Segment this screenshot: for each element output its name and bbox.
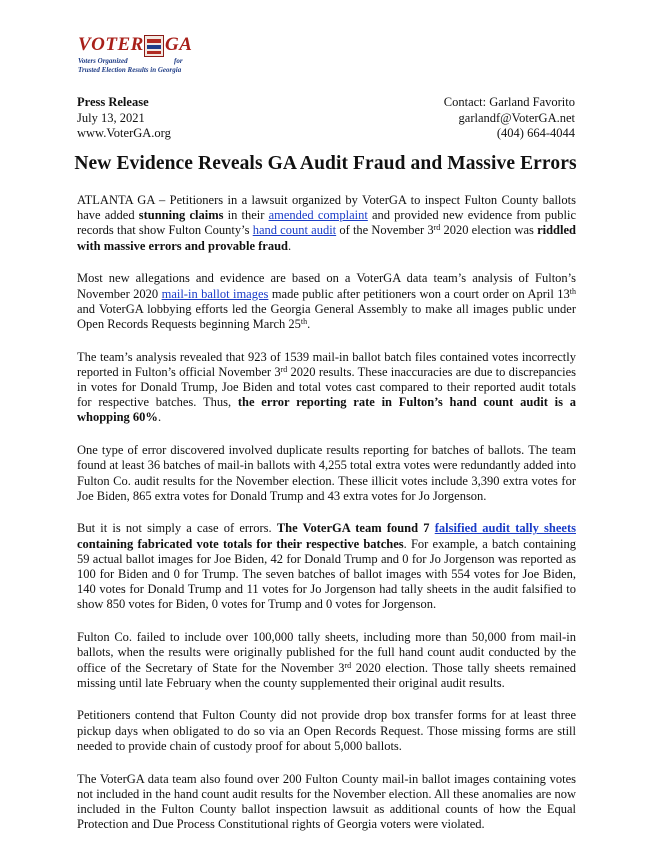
paragraph-7: Petitioners contend that Fulton County did not provide drop box transfer forms for at least three pickup days when obligated to do so via an Open Records Request. Those missing forms are still needed to provide chain of custody proof for about 5,000 ballots. <box>77 708 576 753</box>
paragraph-8: The VoterGA data team also found over 200 Fulton County mail-in ballot images containing votes not included in the hand count audit results for the November election. All these anomalies are now included in the Fulton County ballot inspection lawsuit as additional counts of how the Equal Protection and Due Process Constitutional rights of Georgia voters were violated. <box>77 771 576 832</box>
contact-name: Contact: Garland Favorito <box>443 95 575 109</box>
votergaga-logo <box>78 34 198 76</box>
logo-word-voter: VOTER <box>78 34 144 55</box>
press-release-label: Press Release <box>77 95 149 109</box>
release-date: July 13, 2021 <box>77 110 145 125</box>
website-text: www.VoterGA.org <box>77 126 171 140</box>
contact-email: garlandf@VoterGA.net <box>458 110 575 125</box>
hand-count-audit-link[interactable]: hand count audit <box>252 223 337 238</box>
mail-in-ballot-images-link[interactable]: mail-in ballot images <box>161 286 269 301</box>
logo-word-ga: GA <box>165 34 193 55</box>
headline: New Evidence Reveals GA Audit Fraud and Massive Errors <box>74 153 577 174</box>
georgia-flag-icon <box>144 35 164 57</box>
logo-tagline-1: Voters Organized for <box>78 57 183 65</box>
paragraph-6: Fulton Co. failed to include over 100,000 tally sheets, including more than 50,000 from mail-in ballots, when the results were originally published for the full hand count audit conducted by the office of the Secretary of State for the November 3rd 2020 election. Those tally sheets remained missing until late February when the county supplemented their original audit results. <box>77 630 576 690</box>
paragraph-3: The team’s analysis revealed that 923 of 1539 mail-in ballot batch files contained votes incorrectly reported in Fulton’s official November 3rd 2020 results. These inaccuracies are due to discrepancies in votes for Donald Trump, Joe Biden and total votes cast compared to their reported audit totals for respective batches. Thus, the error reporting rate in Fulton’s hand count audit is a whopping 60%. <box>77 349 576 425</box>
paragraph-1: ATLANTA GA – Petitioners in a lawsuit organized by VoterGA to inspect Fulton County ballots have added stunning claims in their amended complaint and provided new evidence from public records that show Fulton County’s hand count audit of the November 3rd 2020 election was riddled with massive errors and provable fraud. <box>77 193 576 253</box>
paragraph-5: But it is not simply a case of errors. The VoterGA team found 7 falsified audit tally sheets containing fabricated vote totals for their respective batches. For example, a batch containing 59 actual ballot images for Joe Biden, 42 for Donald Trump and 0 for Jo Jorgenson was reported as 100 for Biden and 0 for Trump. The seven batches of ballot images with 554 votes for Joe Biden, 140 votes for Donald Trump and 11 votes for Jo Jorgenson had tally sheets in the audit falsified to show 850 votes for Biden, 0 votes for Trump and 0 votes for Jorgenson. <box>77 521 576 612</box>
contact-info <box>444 95 575 142</box>
logo-tagline-2: Trusted Election Results in Georgia <box>78 66 182 74</box>
article-body <box>77 193 576 850</box>
paragraph-4: One type of error discovered involved duplicate results reporting for batches of ballots. The team found at least 36 batches of mail-in ballots with 4,255 total extra votes were redundantly added into Fulton Co. audit results for the November election. These illicit votes include 3,390 extra votes for Joe Biden, 865 extra votes for Donald Trump and 43 extra votes for Jo Jorgenson. <box>77 443 576 503</box>
falsified-audit-tally-sheets-link[interactable]: falsified audit tally sheets <box>434 521 576 536</box>
contact-phone: (404) 664-4044 <box>496 126 575 140</box>
amended-complaint-link[interactable]: amended complaint <box>268 208 368 223</box>
release-info <box>77 95 171 142</box>
paragraph-2: Most new allegations and evidence are based on a VoterGA data team’s analysis of Fulton’s November 2020 mail-in ballot images made public after petitioners won a court order on April 13th and VoterGA lobbying efforts led the Georgia General Assembly to make all images public under Open Records Requests beginning March 25th. <box>77 271 576 331</box>
